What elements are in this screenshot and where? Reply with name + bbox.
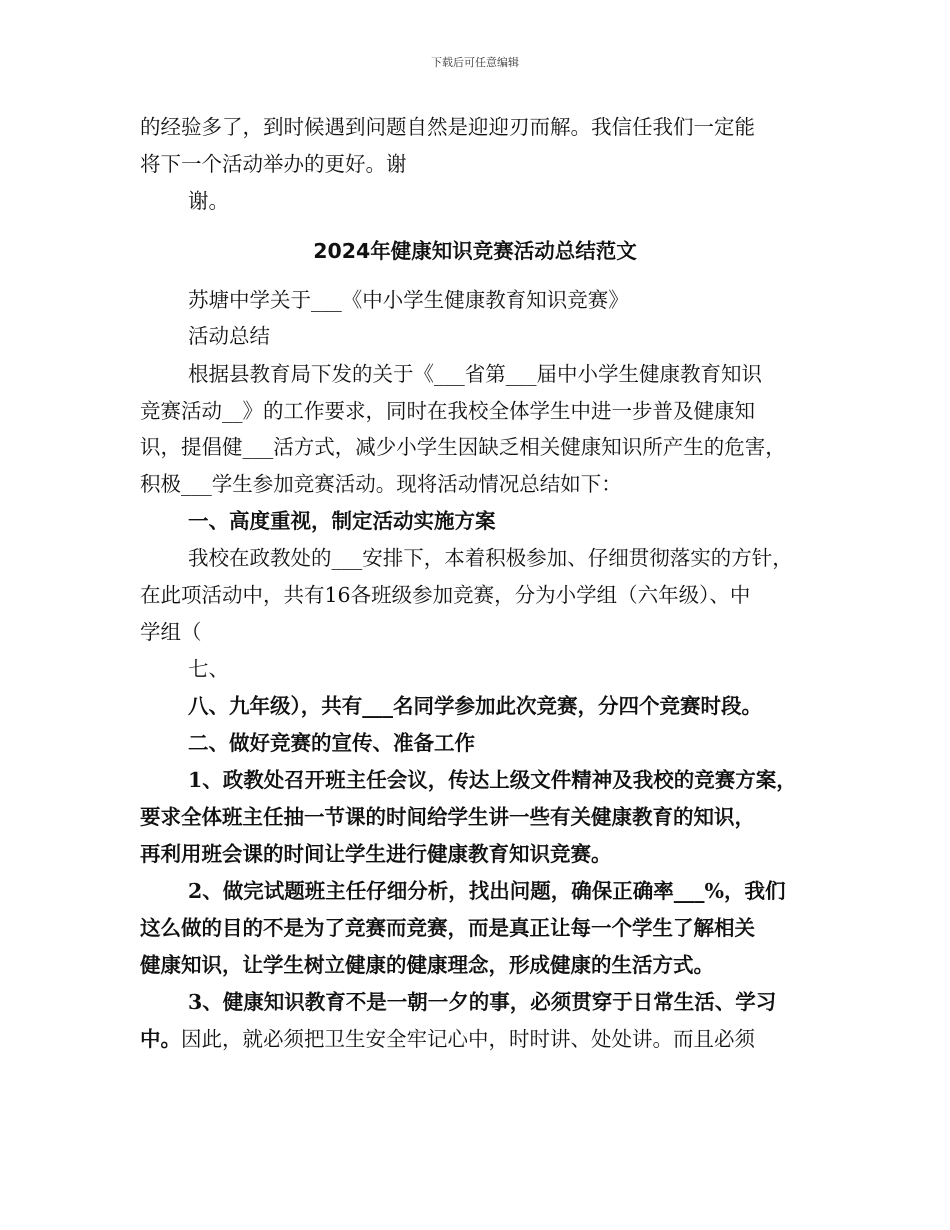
- body-line: 这么做的目的不是为了竞赛而竞赛，而是真正让每一个学生了解相关: [140, 916, 755, 940]
- body-line: 活动总结: [188, 324, 270, 348]
- body-line: 1、政教处召开班主任会议，传达上级文件精神及我校的竞赛方案，: [188, 768, 797, 792]
- body-line: 八、九年级），共有___名同学参加此次竞赛，分四个竞赛时段。: [188, 694, 762, 718]
- body-line: 根据县教育局下发的关于《___省第___届中小学生健康教育知识: [188, 362, 762, 386]
- body-line: 谢。: [188, 189, 229, 213]
- body-line: 积极___学生参加竞赛活动。现将活动情况总结如下：: [140, 472, 622, 496]
- section-heading: 一、高度重视，制定活动实施方案: [188, 509, 496, 533]
- body-line: 学组（: [140, 620, 202, 644]
- page-header-note: 下载后可任意编辑: [431, 56, 519, 69]
- body-line: 我校在政教处的___安排下，本着积极参加、仔细贯彻落实的方针，: [188, 546, 793, 570]
- body-line: 再利用班会课的时间让学生进行健康教育知识竞赛。: [140, 842, 612, 866]
- body-line: 的经验多了，到时候遇到问题自然是迎迎刃而解。我信任我们一定能: [140, 115, 755, 139]
- body-line: 3、健康知识教育不是一朝一夕的事，必须贯穿于日常生活、学习: [188, 990, 777, 1014]
- body-line: 健康知识，让学生树立健康的健康理念，形成健康的生活方式。: [140, 953, 714, 977]
- line-start: 中。: [140, 1027, 181, 1051]
- body-line: 将下一个活动举办的更好。谢: [140, 152, 407, 176]
- section-heading: 二、做好竞赛的宣传、准备工作: [188, 731, 475, 755]
- body-line: 要求全体班主任抽一节课的时间给学生讲一些有关健康教育的知识，: [140, 805, 755, 829]
- document-title: 2024年健康知识竞赛活动总结范文: [313, 239, 637, 263]
- line-rest: 因此，就必须把卫生安全牢记心中，时时讲、处处讲。而且必须: [181, 1027, 755, 1051]
- body-line: 苏塘中学关于___《中小学生健康教育知识竞赛》: [188, 288, 629, 312]
- body-line: 识，提倡健___活方式，减少小学生因缺乏相关健康知识所产生的危害，: [140, 435, 786, 459]
- body-line: 竞赛活动__》的工作要求，同时在我校全体学生中进一步普及健康知: [140, 399, 755, 423]
- body-line: 2、做完试题班主任仔细分析，找出问题，确保正确率___%，我们: [188, 879, 786, 903]
- body-line: [140, 1027, 755, 1051]
- body-line: 七、: [188, 657, 229, 681]
- body-line: 在此项活动中，共有16各班级参加竞赛，分为小学组（六年级）、中: [140, 583, 751, 607]
